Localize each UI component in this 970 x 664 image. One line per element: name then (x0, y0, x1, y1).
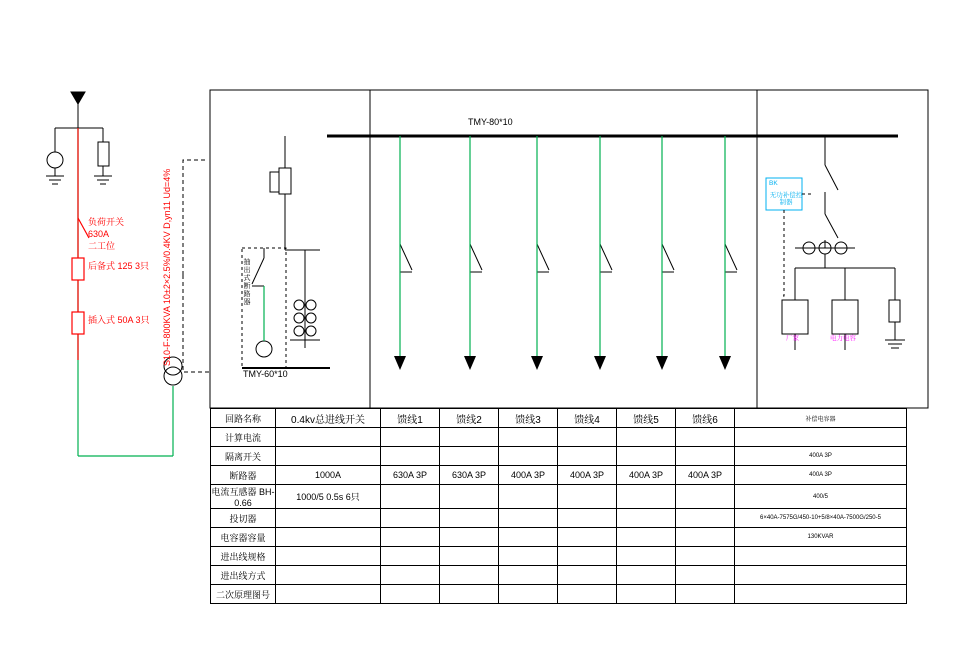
table-cell (735, 566, 907, 585)
table-cell (499, 547, 558, 566)
table-cell (440, 585, 499, 604)
table-cell: 馈线1 (381, 409, 440, 428)
table-cell (499, 428, 558, 447)
table-row-header: 进出线方式 (211, 566, 276, 585)
table-cell: 400A 3P (617, 466, 676, 485)
table-cell: 400A 3P (676, 466, 735, 485)
table-row-header: 二次原理图号 (211, 585, 276, 604)
table-cell: 馈线5 (617, 409, 676, 428)
table-cell (499, 566, 558, 585)
table-cell (617, 485, 676, 509)
table-row-header: 电流互感器 BH-0.66 (211, 485, 276, 509)
table-cell (276, 547, 381, 566)
table-cell (440, 547, 499, 566)
table-cell (558, 485, 617, 509)
table-cell (676, 547, 735, 566)
contactor-left-label: 厂家 (786, 335, 799, 342)
table-cell (276, 447, 381, 466)
plugin-fuse-label: 插入式 50A 3只 (88, 315, 150, 325)
load-switch-label-1: 负荷开关 (88, 217, 125, 227)
table-cell (499, 447, 558, 466)
capacitor-controller-label: 无功补偿控制器 (769, 192, 803, 207)
busbar-sub-label: TMY-60*10 (243, 369, 288, 379)
table-cell: 馈线4 (558, 409, 617, 428)
table-cell: 0.4kv总进线开关 (276, 409, 381, 428)
table-cell (381, 485, 440, 509)
table-cell (381, 528, 440, 547)
table-cell (440, 566, 499, 585)
table-cell (558, 585, 617, 604)
table-row (211, 509, 907, 528)
table-row-header: 投切器 (211, 509, 276, 528)
table-cell (499, 585, 558, 604)
table-cell (381, 585, 440, 604)
table-cell: 1000/5 0.5s 6只 (276, 485, 381, 509)
table-cell (676, 509, 735, 528)
table-cell (440, 447, 499, 466)
table-row (211, 547, 907, 566)
table-row (211, 428, 907, 447)
transformer-label: S10-F-800KVA 10±2×2.5%/0.4KV D,yn11 Ud=4% (162, 168, 172, 366)
controller-tag-label: BK (769, 180, 778, 187)
table-cell: 馈线3 (499, 409, 558, 428)
table-cell: 1000A (276, 466, 381, 485)
table-cell: 400A 3P (735, 466, 907, 485)
table-cell (558, 509, 617, 528)
table-cell (676, 485, 735, 509)
table-cell: 630A 3P (440, 466, 499, 485)
table-cell (276, 528, 381, 547)
table-cell (381, 447, 440, 466)
table-cell (558, 528, 617, 547)
table-cell (735, 585, 907, 604)
table-row (211, 409, 907, 428)
table-cell (735, 428, 907, 447)
table-cell: 130KVAR (735, 528, 907, 547)
load-switch-label-3: 二工位 (88, 241, 116, 251)
table-cell (558, 547, 617, 566)
table-cell: 400A 3P (558, 466, 617, 485)
table-cell (276, 428, 381, 447)
table-cell (440, 485, 499, 509)
table-cell (617, 547, 676, 566)
table-row-header: 断路器 (211, 466, 276, 485)
specification-table (210, 408, 907, 604)
table-cell (499, 485, 558, 509)
table-cell (617, 428, 676, 447)
table-cell (276, 509, 381, 528)
table-cell: 馈线2 (440, 409, 499, 428)
table-row (211, 447, 907, 466)
table-cell (440, 528, 499, 547)
table-cell (276, 566, 381, 585)
table-cell (617, 566, 676, 585)
table-cell: 400/5 (735, 485, 907, 509)
table-cell (676, 447, 735, 466)
table-cell (558, 447, 617, 466)
table-cell (617, 585, 676, 604)
table-cell (440, 509, 499, 528)
table-row-header: 进出线规格 (211, 547, 276, 566)
table-cell (276, 585, 381, 604)
table-cell (617, 528, 676, 547)
busbar-main-label: TMY-80*10 (468, 117, 513, 127)
table-cell (381, 566, 440, 585)
table-row-header: 隔离开关 (211, 447, 276, 466)
table-cell: 6×40A-7575G/450-10+5/8×40A-7500G/250-5 (735, 509, 907, 528)
table-cell: 630A 3P (381, 466, 440, 485)
table-row (211, 485, 907, 509)
backup-fuse-label: 后备式 125 3只 (88, 261, 150, 271)
table-cell (735, 547, 907, 566)
table-cell (558, 566, 617, 585)
table-cell (617, 509, 676, 528)
table-cell (676, 528, 735, 547)
table-cell (676, 566, 735, 585)
table-row-header: 回路名称 (211, 409, 276, 428)
table-cell (676, 585, 735, 604)
table-cell: 400A 3P (499, 466, 558, 485)
table-cell (676, 428, 735, 447)
table-cell: 馈线6 (676, 409, 735, 428)
table-row (211, 466, 907, 485)
table-cell (440, 428, 499, 447)
table-cell (558, 428, 617, 447)
table-cell (617, 447, 676, 466)
table-row-header: 电容器容量 (211, 528, 276, 547)
load-switch-label-2: 630A (88, 229, 110, 239)
table-cell (381, 509, 440, 528)
table-cell (499, 528, 558, 547)
table-row (211, 566, 907, 585)
incoming-cell-label: 抽出式断路器 (243, 258, 250, 306)
table-cell (381, 428, 440, 447)
table-cell: 补偿电容器 (735, 409, 907, 428)
table-row-header: 计算电流 (211, 428, 276, 447)
table-cell: 400A 3P (735, 447, 907, 466)
table-cell (381, 547, 440, 566)
contactor-right-label: 电力电容 (830, 335, 856, 342)
table-cell (499, 509, 558, 528)
table-row (211, 585, 907, 604)
table-row (211, 528, 907, 547)
